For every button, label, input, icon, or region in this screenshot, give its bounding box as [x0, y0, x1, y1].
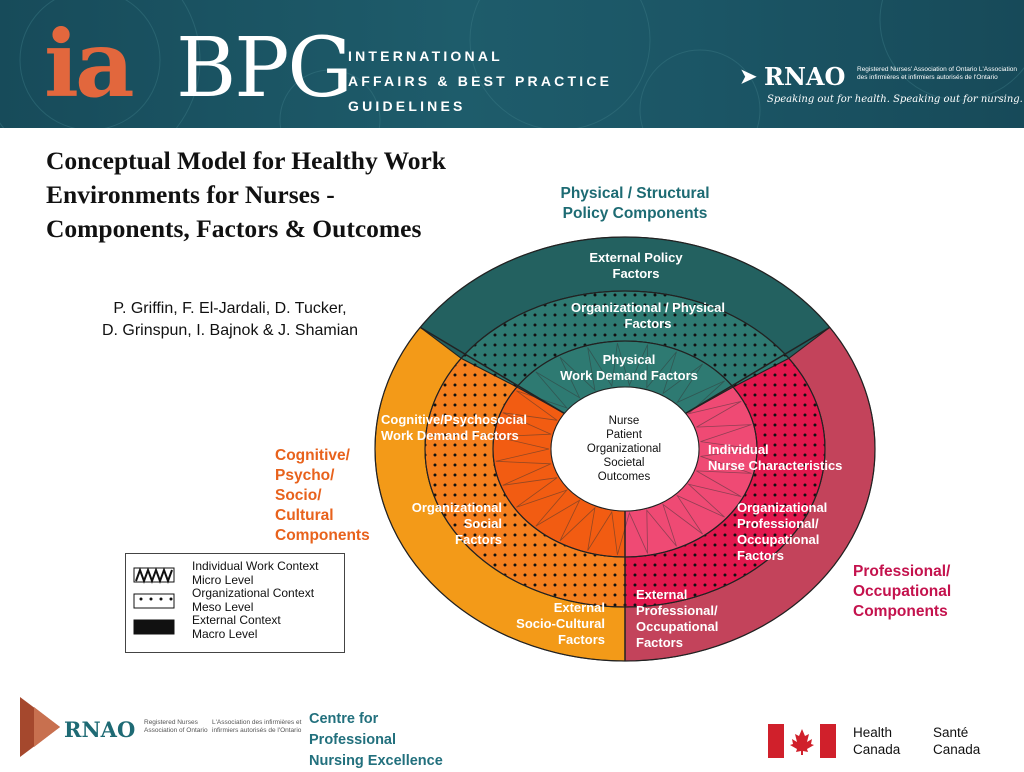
- legend-line-6: Macro Level: [192, 626, 258, 641]
- label-professional-line-1: Professional/: [853, 563, 951, 580]
- center-line-2: Patient: [606, 429, 642, 441]
- header-subtitle-line-1: INTERNATIONAL: [348, 48, 503, 64]
- health-canada-line-1: Health: [853, 725, 893, 740]
- segment-physical-work-line-1: Physical: [602, 352, 656, 367]
- center-outcomes: [572, 414, 676, 484]
- label-cognitive-line-3: Socio/: [275, 487, 322, 504]
- segment-external-professional-line-1: External: [636, 587, 688, 602]
- sante-canada-line-2: Canada: [933, 742, 981, 757]
- segment-org-social: [390, 500, 502, 548]
- label-cognitive-line-4: Cultural: [275, 507, 334, 524]
- segment-individual-nurse: [708, 442, 878, 474]
- segment-individual-nurse-line-1: Individual: [708, 442, 769, 457]
- legend-line-5: External Context: [192, 613, 281, 627]
- segment-org-social-line-1: Organizational: [411, 500, 502, 515]
- footer-cpne-line-1: Centre for Professional: [309, 711, 397, 748]
- canada-flag-icon: [768, 724, 838, 758]
- segment-org-physical: [548, 300, 748, 332]
- legend-line-1: Individual Work Context: [192, 559, 319, 573]
- segment-org-professional: [737, 500, 857, 564]
- label-cognitive-line-2: Psycho/: [275, 467, 335, 484]
- legend-swatch-macro: [134, 620, 174, 634]
- label-physical-line-2: Policy Components: [562, 205, 708, 222]
- ia-logo: ia: [44, 10, 131, 118]
- legend-line-4: Meso Level: [192, 599, 254, 614]
- legend-swatch-meso: [134, 594, 174, 608]
- segment-cognitive-work-line-2: Work Demand Factors: [381, 428, 519, 443]
- footer-rnao-cpne-logo: [20, 697, 465, 769]
- segment-external-socio-line-3: Factors: [558, 632, 605, 647]
- health-canada-line-2: Canada: [853, 742, 901, 757]
- segment-external-policy: [556, 250, 716, 282]
- segment-org-professional-line-4: Factors: [737, 548, 784, 563]
- header-subtitle-line-3: GUIDELINES: [348, 98, 466, 114]
- segment-org-physical-line-2: Factors: [624, 316, 672, 331]
- rnao-arrow-icon: ➤: [740, 66, 757, 88]
- segment-org-social-line-2: Social: [463, 516, 502, 531]
- center-line-3: Organizational: [586, 443, 662, 455]
- legend-line-2: Micro Level: [192, 572, 254, 587]
- label-physical-line-1: Physical / Structural: [560, 185, 710, 202]
- footer-cpne-name: [309, 709, 465, 772]
- segment-org-professional-line-3: Occupational: [737, 532, 820, 547]
- segment-physical-work-line-2: Work Demand Factors: [560, 368, 698, 383]
- segment-org-professional-line-2: Professional/: [737, 516, 819, 531]
- segment-external-professional: [636, 587, 756, 651]
- center-line-1: Nurse: [608, 415, 640, 427]
- label-professional-line-3: Components: [853, 603, 948, 620]
- footer-rnao-french: L'Association des infirmières et infirmiers autorisés de l'Ontario: [212, 719, 302, 734]
- bpg-logo: BPG: [176, 21, 351, 116]
- rnao-header-fullname: Registered Nurses' Association of Ontario L'Association des infirmières et infirmiers autorisés de l'Ontario: [857, 66, 1018, 81]
- footer-health-canada-logo: [760, 718, 1010, 764]
- page-title: Conceptual Model for Healthy Work Environments for Nurses - Components, Factors & Outcomes: [46, 146, 446, 243]
- sante-canada-text: [933, 724, 980, 758]
- header-subtitle-line-2: AFFAIRS & BEST PRACTICE: [348, 73, 613, 89]
- authors-line-2: D. Grinspun, I. Bajnok & J. Shamian: [101, 322, 359, 339]
- center-line-4: Societal: [603, 457, 645, 469]
- segment-org-professional-line-1: Organizational: [737, 500, 828, 515]
- label-cognitive-components: [275, 446, 405, 546]
- segment-external-professional-line-4: Factors: [636, 635, 683, 650]
- label-professional-components: [853, 562, 1003, 622]
- segment-cognitive-work: [381, 412, 561, 444]
- health-canada-text: [853, 724, 900, 758]
- segment-cognitive-work-line-1: Cognitive/Psychosocial: [381, 412, 527, 427]
- footer-rnao-name: RNAO: [64, 717, 136, 742]
- label-cognitive-line-1: Cognitive/: [275, 447, 350, 464]
- legend-line-3: Organizational Context: [192, 586, 315, 600]
- segment-external-policy-line-2: Factors: [612, 266, 660, 281]
- segment-external-socio: [490, 600, 605, 648]
- label-physical-structural: [530, 184, 740, 224]
- label-professional-line-2: Occupational: [853, 583, 952, 600]
- legend-text: [192, 560, 319, 641]
- footer-rnao-english: Registered Nurses Association of Ontario: [144, 719, 208, 734]
- segment-external-socio-line-2: Socio-Cultural: [516, 616, 605, 631]
- legend-box: [125, 553, 345, 653]
- segment-org-physical-line-1: Organizational / Physical: [571, 300, 725, 315]
- segment-external-professional-line-3: Occupational: [636, 619, 719, 634]
- footer-cpne-line-2: Nursing Excellence: [309, 753, 443, 769]
- segment-external-socio-line-1: External: [553, 600, 605, 615]
- segment-individual-nurse-line-2: Nurse Characteristics: [708, 458, 843, 473]
- label-cognitive-line-5: Components: [275, 527, 370, 544]
- rnao-header-tagline: Speaking out for health. Speaking out for nursing.: [767, 94, 1023, 105]
- segment-external-policy-line-1: External Policy: [589, 250, 683, 265]
- segment-external-professional-line-2: Professional/: [636, 603, 718, 618]
- authors-line-1: P. Griffin, F. El-Jardali, D. Tucker,: [113, 300, 347, 317]
- rnao-header-name: RNAO: [764, 62, 846, 91]
- segment-physical-work: [540, 352, 718, 384]
- segment-org-social-line-3: Factors: [455, 532, 502, 547]
- center-line-5: Outcomes: [597, 471, 651, 483]
- sante-canada-line-1: Santé: [933, 725, 969, 740]
